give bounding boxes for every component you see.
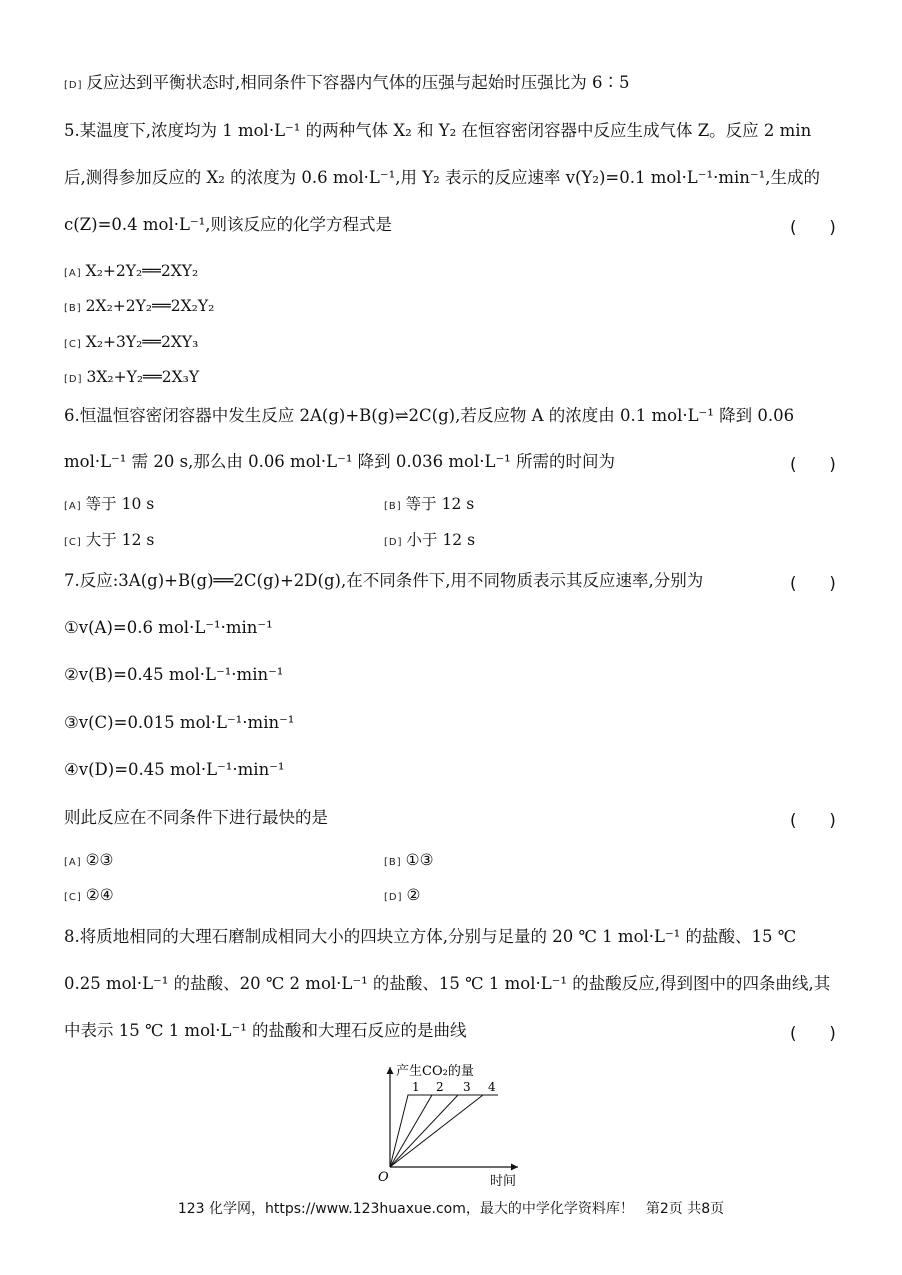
option-text: 等于 10 s: [85, 495, 155, 513]
q5-line-1: 5.某温度下,浓度均为 1 mol·L⁻¹ 的两种气体 X₂ 和 Y₂ 在恒容密闭容器中反应生成气体 Z。反应 2 min: [64, 121, 812, 140]
option-tag: [D]: [384, 537, 403, 548]
option-tag: [B]: [384, 857, 402, 868]
q6-answer-paren: ( ): [790, 455, 836, 474]
option-tag: [C]: [64, 339, 82, 350]
q6-option-a: [64, 494, 154, 517]
option-text: ①③: [405, 851, 434, 869]
curve-1: [390, 1095, 498, 1167]
option-text: ②④: [85, 886, 114, 904]
q5-line-3: c(Z)=0.4 mol·L⁻¹,则该反应的化学方程式是: [64, 215, 393, 234]
option-tag: [A]: [64, 268, 82, 279]
x-axis-label: 时间: [490, 1174, 517, 1189]
option-tag: [D]: [384, 892, 403, 903]
page-footer: [0, 1198, 902, 1218]
q7-question: 则此反应在不同条件下进行最快的是: [64, 808, 328, 827]
option-text: 小于 12 s: [406, 531, 476, 549]
q7-option-a: [64, 850, 113, 873]
option-tag: [D]: [64, 80, 83, 91]
q7-answer-paren-1: ( ): [790, 574, 836, 593]
option-text: X₂+3Y₂══2XY₃: [85, 333, 199, 351]
curve-label-3: 3: [463, 1080, 471, 1094]
q8-line-3: 中表示 15 ℃ 1 mol·L⁻¹ 的盐酸和大理石反应的是曲线: [64, 1021, 467, 1040]
y-axis-label: 产生CO₂的量: [396, 1064, 474, 1079]
option-tag: [A]: [64, 501, 82, 512]
option-tag: [C]: [64, 892, 82, 903]
q5-option-a: [64, 261, 198, 284]
option-text: ②: [406, 886, 421, 904]
curve-2: [390, 1095, 498, 1167]
option-tag: [B]: [384, 501, 402, 512]
footer-site: 123 化学网，https://www.123huaxue.com，最大的中学化学资料库！: [177, 1201, 634, 1217]
curve-label-4: 4: [488, 1080, 496, 1094]
curve-3: [390, 1095, 498, 1167]
q5-line-2: 后,测得参加反应的 X₂ 的浓度为 0.6 mol·L⁻¹,用 Y₂ 表示的反应速率 v(Y₂)=0.1 mol·L⁻¹·min⁻¹,生成的: [64, 168, 820, 187]
footer-page-number: 第2页 共8页: [645, 1201, 725, 1217]
option-text: 等于 12 s: [405, 495, 475, 513]
q7-rate-1: ①v(A)=0.6 mol·L⁻¹·min⁻¹: [64, 618, 273, 637]
origin-label: O: [378, 1170, 389, 1185]
q6-option-c: [64, 530, 154, 553]
q5-answer-paren: ( ): [790, 218, 836, 237]
q7-option-b: [384, 850, 433, 873]
q6-line-1: 6.恒温恒容密闭容器中发生反应 2A(g)+B(g)⇌2C(g),若反应物 A 的浓度由 0.1 mol·L⁻¹ 降到 0.06: [64, 406, 795, 425]
q7-rate-3: ③v(C)=0.015 mol·L⁻¹·min⁻¹: [64, 713, 295, 732]
curve-label-1: 1: [412, 1080, 420, 1094]
q6-option-b: [384, 494, 474, 517]
q6-line-2: mol·L⁻¹ 需 20 s,那么由 0.06 mol·L⁻¹ 降到 0.036 mol·L⁻¹ 所需的时间为: [64, 452, 616, 471]
option-tag: [C]: [64, 537, 82, 548]
q8-line-1: 8.将质地相同的大理石磨制成相同大小的四块立方体,分别与足量的 20 ℃ 1 mol·L⁻¹ 的盐酸、15 ℃: [64, 927, 797, 946]
q4-option-d: [64, 72, 630, 97]
option-text: X₂+2Y₂══2XY₂: [85, 262, 199, 280]
option-text: 2X₂+2Y₂══2X₂Y₂: [85, 297, 215, 315]
option-tag: [B]: [64, 303, 82, 314]
option-text: 3X₂+Y₂══2X₃Y: [86, 368, 200, 386]
q5-option-d: [64, 367, 199, 390]
q7-option-c: [64, 885, 114, 908]
q7-answer-paren-2: ( ): [790, 811, 836, 830]
q7-line-1: 7.反应:3A(g)+B(g)══2C(g)+2D(g),在不同条件下,用不同物质表示其反应速率,分别为: [64, 571, 704, 590]
curve-4: [390, 1095, 498, 1167]
option-text: 反应达到平衡状态时,相同条件下容器内气体的压强与起始时压强比为 6∶5: [86, 73, 630, 92]
option-text: 大于 12 s: [85, 531, 155, 549]
q5-option-c: [64, 332, 198, 355]
q8-figure: [370, 1055, 530, 1190]
curve-label-2: 2: [436, 1080, 444, 1094]
option-text: ②③: [85, 851, 114, 869]
q7-rate-2: ②v(B)=0.45 mol·L⁻¹·min⁻¹: [64, 665, 284, 684]
q7-option-d: [384, 885, 420, 908]
option-tag: [D]: [64, 374, 83, 385]
q5-option-b: [64, 296, 214, 319]
option-tag: [A]: [64, 857, 82, 868]
q6-option-d: [384, 530, 475, 553]
q8-line-2: 0.25 mol·L⁻¹ 的盐酸、20 ℃ 2 mol·L⁻¹ 的盐酸、15 ℃ 1 mol·L⁻¹ 的盐酸反应,得到图中的四条曲线,其: [64, 974, 831, 993]
q8-answer-paren: ( ): [790, 1024, 836, 1043]
q7-rate-4: ④v(D)=0.45 mol·L⁻¹·min⁻¹: [64, 760, 285, 779]
